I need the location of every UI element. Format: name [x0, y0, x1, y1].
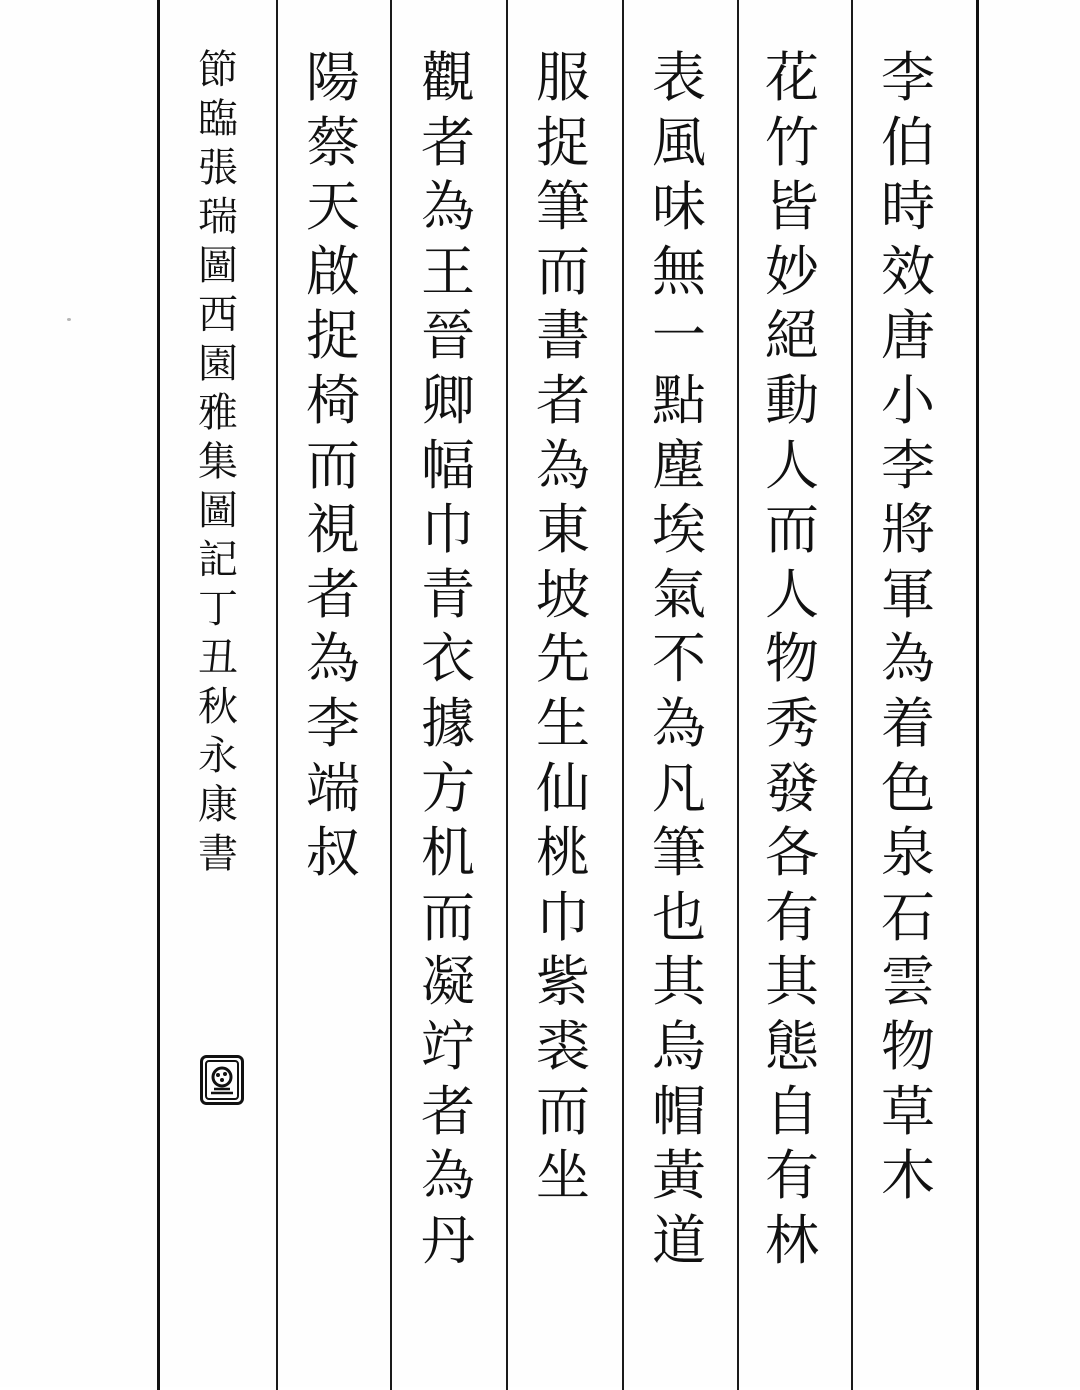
character: 帽	[652, 1079, 706, 1143]
character: 為	[306, 627, 360, 691]
character: 者	[421, 110, 475, 174]
character: 巾	[421, 498, 475, 562]
text-column-3	[647, 46, 711, 1273]
character: 塵	[652, 433, 706, 497]
character: 仙	[536, 756, 590, 820]
character: 為	[652, 691, 706, 755]
character: 者	[536, 368, 590, 432]
character: 机	[421, 821, 475, 885]
character: 為	[421, 1144, 475, 1208]
stray-speck	[67, 318, 71, 321]
character: 捉	[536, 110, 590, 174]
character: 唐	[881, 304, 935, 368]
character: 先	[536, 627, 590, 691]
character: 節	[198, 47, 238, 93]
character: 桃	[536, 821, 590, 885]
character: 園	[198, 341, 238, 387]
character: 永	[198, 733, 238, 779]
character: 啟	[306, 239, 360, 303]
character: 為	[421, 175, 475, 239]
character: 叔	[306, 821, 360, 885]
character: 集	[198, 439, 238, 485]
character: 不	[652, 627, 706, 691]
character: 各	[765, 821, 819, 885]
character: 有	[765, 885, 819, 949]
character: 生	[536, 691, 590, 755]
character: 態	[765, 1014, 819, 1078]
character: 丁	[198, 586, 238, 632]
character: 伯	[881, 110, 935, 174]
character: 坐	[536, 1144, 590, 1208]
character: 雲	[881, 950, 935, 1014]
character: 軍	[881, 562, 935, 626]
character: 紫	[536, 950, 590, 1014]
character: 書	[536, 304, 590, 368]
character: 為	[881, 627, 935, 691]
character: 其	[765, 950, 819, 1014]
character: 泉	[881, 821, 935, 885]
character: 風	[652, 110, 706, 174]
character: 丑	[198, 635, 238, 681]
character: 小	[881, 368, 935, 432]
seal-stamp	[200, 1055, 244, 1105]
character: 一	[652, 304, 706, 368]
character: 絕	[765, 304, 819, 368]
character: 氣	[652, 562, 706, 626]
character: 圖	[198, 243, 238, 289]
character: 道	[652, 1208, 706, 1272]
character: 幅	[421, 433, 475, 497]
character: 青	[421, 562, 475, 626]
character: 竚	[421, 1014, 475, 1078]
character: 西	[198, 292, 238, 338]
text-column-1	[876, 46, 940, 1209]
character: 筆	[652, 821, 706, 885]
character: 瑞	[198, 194, 238, 240]
character: 椅	[306, 368, 360, 432]
character: 李	[306, 691, 360, 755]
character: 晉	[421, 304, 475, 368]
character: 者	[306, 562, 360, 626]
character: 端	[306, 756, 360, 820]
character: 東	[536, 498, 590, 562]
character: 味	[652, 175, 706, 239]
character: 石	[881, 885, 935, 949]
character: 而	[306, 433, 360, 497]
column-rule	[390, 0, 392, 1390]
character: 觀	[421, 46, 475, 109]
character: 動	[765, 368, 819, 432]
character: 竹	[765, 110, 819, 174]
text-column-4	[531, 46, 595, 1209]
character: 捉	[306, 304, 360, 368]
character: 林	[765, 1208, 819, 1272]
character: 而	[765, 498, 819, 562]
character: 方	[421, 756, 475, 820]
character: 表	[652, 46, 706, 109]
character: 而	[536, 1079, 590, 1143]
character: 也	[652, 885, 706, 949]
character: 視	[306, 498, 360, 562]
character: 據	[421, 691, 475, 755]
character: 記	[198, 537, 238, 583]
character: 埃	[652, 498, 706, 562]
character: 康	[198, 782, 238, 828]
character: 將	[881, 498, 935, 562]
character: 王	[421, 239, 475, 303]
character: 發	[765, 756, 819, 820]
character: 其	[652, 950, 706, 1014]
character: 書	[198, 831, 238, 877]
character: 坡	[536, 562, 590, 626]
character: 皆	[765, 175, 819, 239]
character: 人	[765, 562, 819, 626]
character: 着	[881, 691, 935, 755]
character: 草	[881, 1079, 935, 1143]
character: 李	[881, 433, 935, 497]
column-rule	[276, 0, 278, 1390]
text-column-2	[760, 46, 824, 1273]
character: 烏	[652, 1014, 706, 1078]
character: 蔡	[306, 110, 360, 174]
character: 為	[536, 433, 590, 497]
character: 筆	[536, 175, 590, 239]
column-rule	[506, 0, 508, 1390]
character: 裘	[536, 1014, 590, 1078]
character: 雅	[198, 390, 238, 436]
character: 而	[421, 885, 475, 949]
character: 天	[306, 175, 360, 239]
character: 卿	[421, 368, 475, 432]
character: 木	[881, 1144, 935, 1208]
character: 衣	[421, 627, 475, 691]
character: 巾	[536, 885, 590, 949]
column-rule	[737, 0, 739, 1390]
character: 點	[652, 368, 706, 432]
character: 黃	[652, 1144, 706, 1208]
character: 者	[421, 1079, 475, 1143]
character: 而	[536, 239, 590, 303]
character: 花	[765, 46, 819, 109]
character: 無	[652, 239, 706, 303]
character: 李	[881, 46, 935, 109]
character: 圖	[198, 488, 238, 534]
character: 秀	[765, 691, 819, 755]
character: 凝	[421, 950, 475, 1014]
character: 物	[765, 627, 819, 691]
character: 有	[765, 1144, 819, 1208]
character: 臨	[198, 96, 238, 142]
character: 丹	[421, 1208, 475, 1272]
character: 效	[881, 239, 935, 303]
character: 自	[765, 1079, 819, 1143]
column-rule	[622, 0, 624, 1390]
signature-column	[186, 46, 250, 879]
text-column-5	[416, 46, 480, 1273]
character: 陽	[306, 46, 360, 109]
column-rule	[851, 0, 853, 1390]
character: 張	[198, 145, 238, 191]
character: 色	[881, 756, 935, 820]
character: 妙	[765, 239, 819, 303]
character: 人	[765, 433, 819, 497]
character: 服	[536, 46, 590, 109]
character: 物	[881, 1014, 935, 1078]
character: 時	[881, 175, 935, 239]
character: 凡	[652, 756, 706, 820]
character: 秋	[198, 684, 238, 730]
text-column-6	[301, 46, 365, 886]
